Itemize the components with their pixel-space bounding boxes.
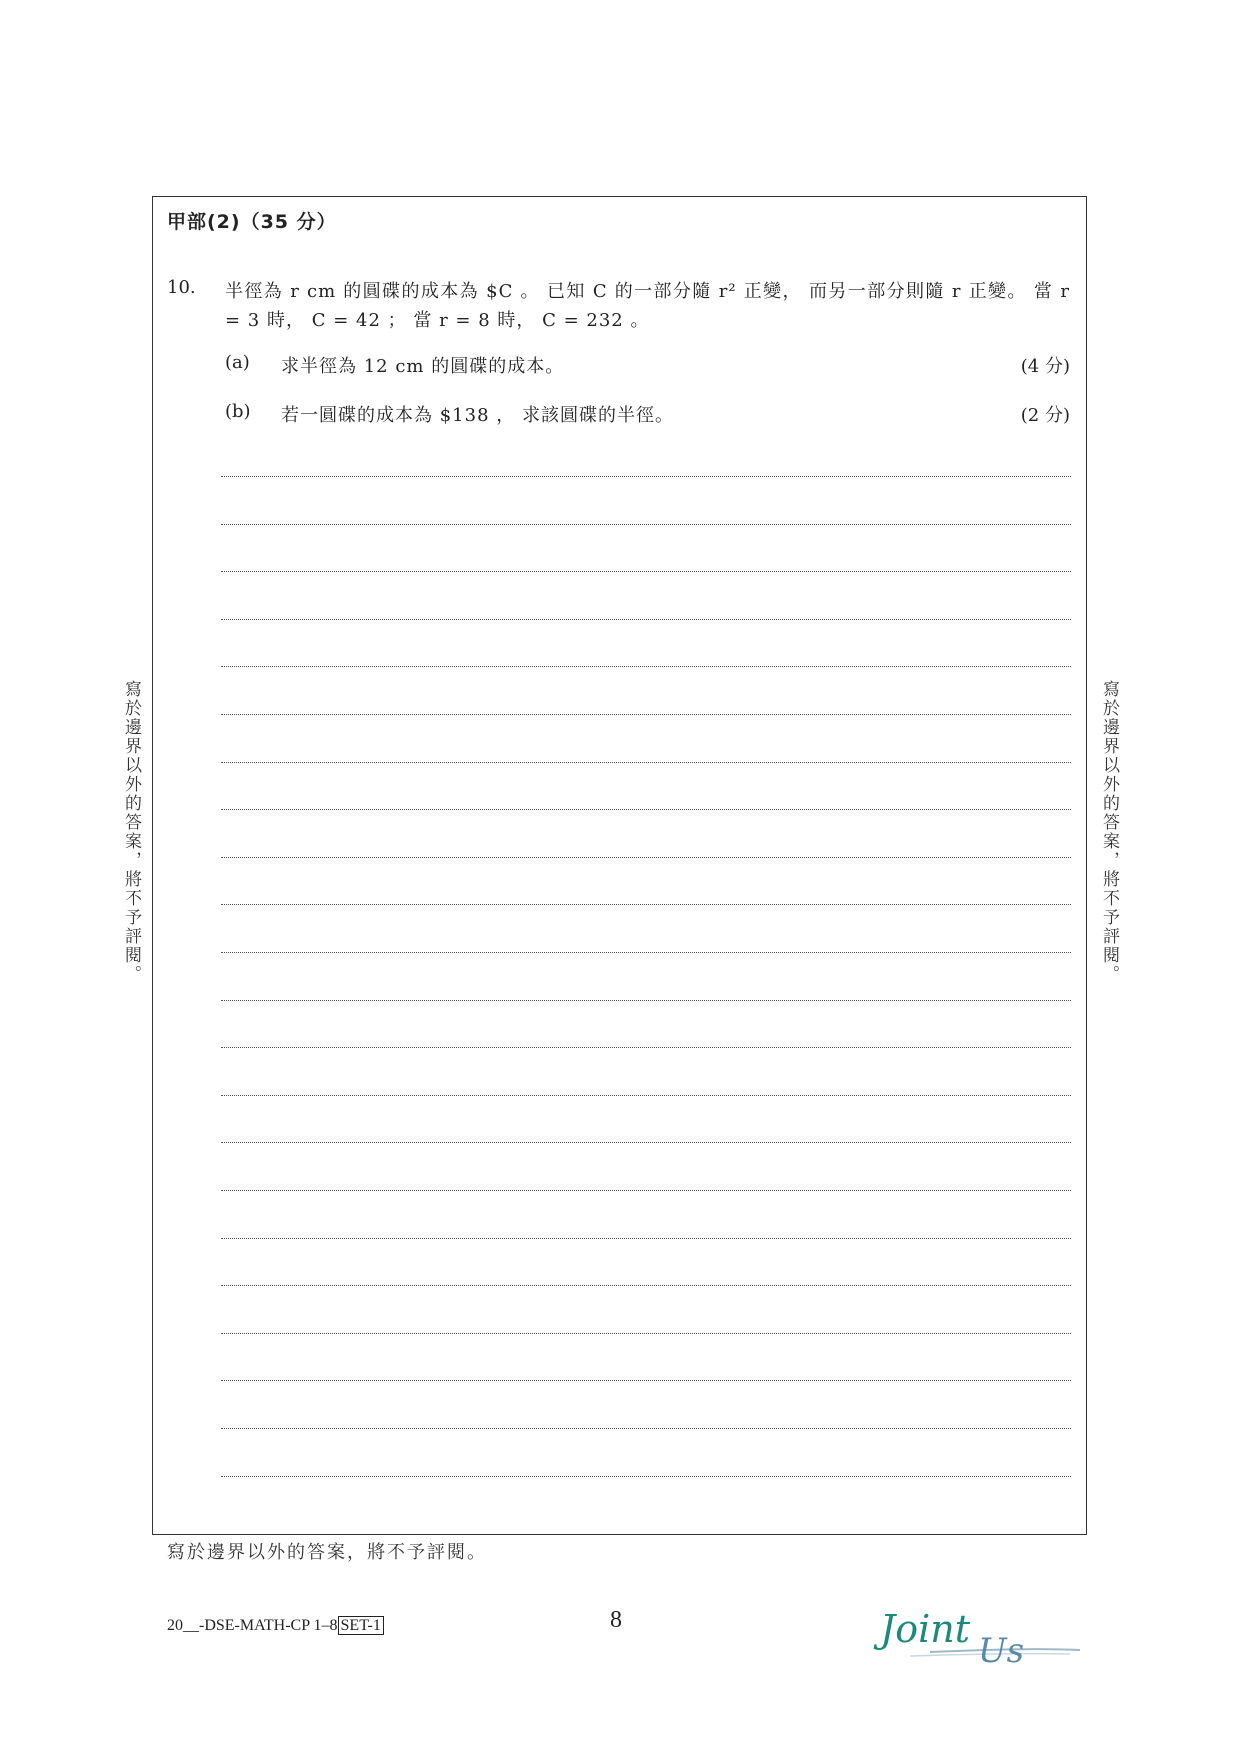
answer-line[interactable]	[221, 1047, 1071, 1048]
answer-line[interactable]	[221, 1095, 1071, 1096]
answer-line[interactable]	[221, 1333, 1071, 1334]
right-margin-note: 寫於邊界以外的答案，將不予評閱。	[1099, 680, 1119, 984]
answer-line[interactable]	[221, 1476, 1071, 1477]
part-marks: (4 分)	[1020, 356, 1070, 377]
question-text: 半徑為 r cm 的圓碟的成本為 $C 。 已知 C 的一部分隨 r² 正變， 而另一部分則隨 r 正變。 當 r = 3 時， C = 42 ； 當 r = 8 時， C = 232 。	[225, 281, 1070, 331]
section-title: 甲部(2)（35 分）	[167, 211, 337, 233]
logo-word-us: Us	[978, 1631, 1025, 1670]
answer-line[interactable]	[221, 1000, 1071, 1001]
answer-line[interactable]	[221, 524, 1071, 525]
answer-line[interactable]	[221, 1238, 1071, 1239]
answer-line[interactable]	[221, 1285, 1071, 1286]
answer-line[interactable]	[221, 809, 1071, 810]
answer-line[interactable]	[221, 762, 1071, 763]
jointus-logo	[870, 1590, 1090, 1670]
part-marks: (2 分)	[1020, 405, 1070, 426]
logo-word-joint: Joint	[880, 1607, 971, 1651]
answer-line[interactable]	[221, 714, 1071, 715]
left-margin-note: 寫於邊界以外的答案，將不予評閱。	[121, 680, 141, 984]
answer-line[interactable]	[221, 666, 1071, 667]
answer-line[interactable]	[221, 619, 1071, 620]
part-text: 若一圓碟的成本為 $138 ， 求該圓碟的半徑。	[281, 405, 674, 426]
part-label: (b)	[225, 401, 251, 422]
answer-frame	[152, 196, 1087, 1535]
question-number: 10.	[167, 277, 196, 298]
answer-line[interactable]	[221, 1142, 1071, 1143]
answer-line[interactable]	[221, 1380, 1071, 1381]
paper-code: 20__-DSE-MATH-CP 1–8	[167, 1617, 338, 1634]
answer-line[interactable]	[221, 1428, 1071, 1429]
footer-code	[167, 1617, 384, 1635]
bottom-note: 寫於邊界以外的答案，將不予評閱。	[167, 1542, 487, 1563]
set-label: SET-1	[338, 1616, 384, 1635]
answer-line[interactable]	[221, 904, 1071, 905]
answer-line[interactable]	[221, 571, 1071, 572]
page-number: 8	[610, 1607, 622, 1633]
part-text: 求半徑為 12 cm 的圓碟的成本。	[281, 356, 565, 377]
answer-line[interactable]	[221, 857, 1071, 858]
answer-line[interactable]	[221, 1190, 1071, 1191]
part-label: (a)	[225, 352, 250, 373]
answer-line[interactable]	[221, 952, 1071, 953]
answer-line[interactable]	[221, 476, 1071, 477]
